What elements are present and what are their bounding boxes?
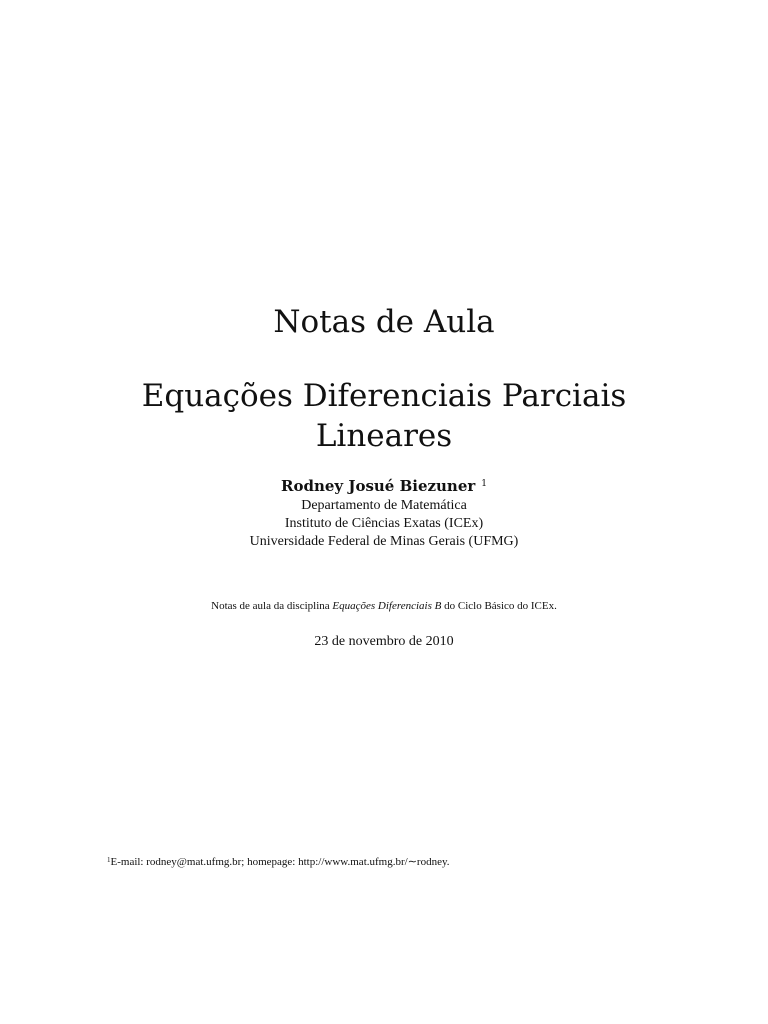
author-footnote-mark: 1 xyxy=(481,479,487,489)
subtitle-line-1: Equações Diferenciais Parciais xyxy=(141,378,627,414)
footnote-text: E-mail: rodney@mat.ufmg.br; homepage: http://www.mat.ufmg.br/∼rodney. xyxy=(110,856,450,868)
affiliation-block xyxy=(0,497,768,551)
course-name: Equações Diferenciais B xyxy=(332,600,442,612)
course-note-prefix: Notas de aula da disciplina xyxy=(211,600,333,612)
author-name: Rodney Josué Biezuner xyxy=(281,477,476,495)
author-line xyxy=(0,476,768,496)
document-subtitle xyxy=(0,376,768,456)
affiliation-institute: Instituto de Ciências Exatas (ICEx) xyxy=(284,516,484,531)
footnote-mark: 1 xyxy=(107,856,111,864)
course-note-suffix: do Ciclo Básico do ICEx. xyxy=(441,600,557,612)
footnote xyxy=(107,855,450,869)
affiliation-university: Universidade Federal de Minas Gerais (UFMG) xyxy=(249,534,519,549)
document-title: Notas de Aula xyxy=(273,304,495,340)
affiliation-department: Departamento de Matemática xyxy=(301,498,467,513)
subtitle-line-2: Lineares xyxy=(315,418,453,454)
course-note xyxy=(0,599,768,613)
document-date: 23 de novembro de 2010 xyxy=(314,634,454,649)
